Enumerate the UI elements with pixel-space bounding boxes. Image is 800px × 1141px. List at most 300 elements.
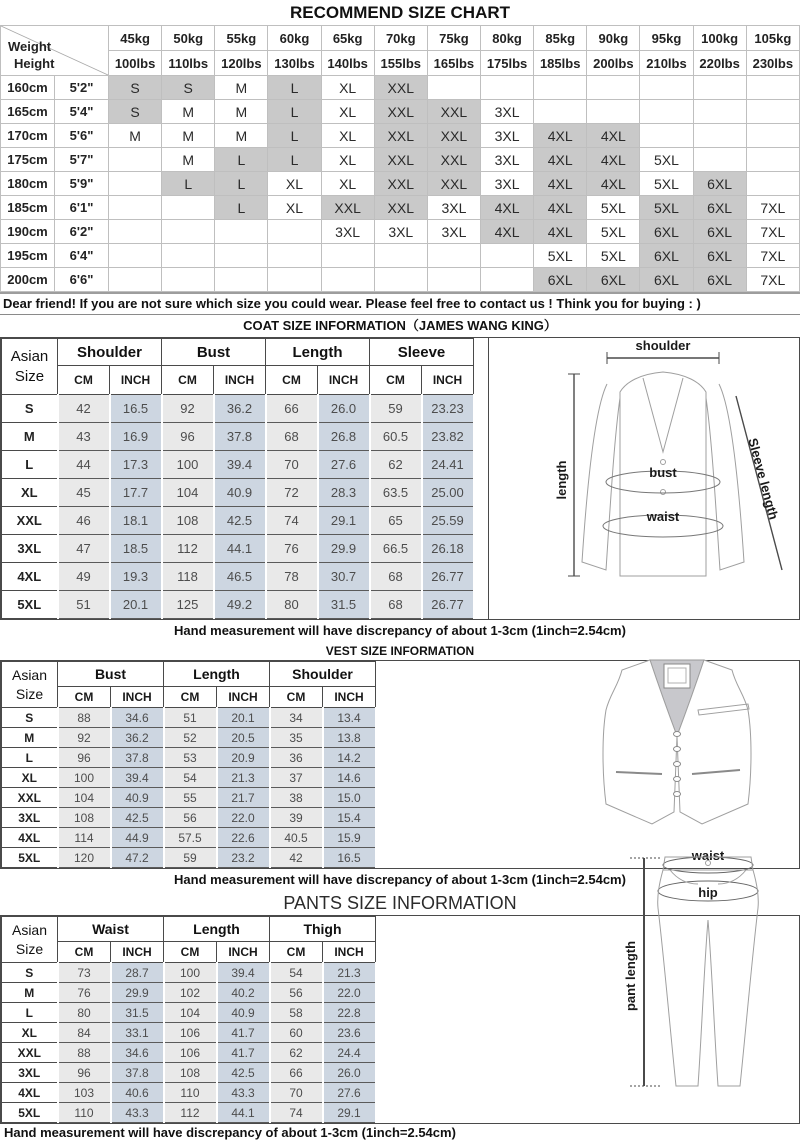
weight-header-cell: 90kg [587,26,640,51]
size-value-cell: XL [321,172,374,196]
coat-inch-value: 24.41 [422,451,474,479]
weight-header-cell: 70kg [374,26,427,51]
weight-header-cell: 105kg [746,26,799,51]
pants-inch-value: 40.6 [111,1083,164,1103]
pants-asian-size-header [2,917,58,963]
lbs-header-cell: 200lbs [587,51,640,76]
coat-cm-value: 51 [58,591,110,619]
vest-inch-value: 15.4 [323,808,376,828]
vest-cm-value: 37 [270,768,323,788]
height-row [1,76,800,100]
vest-cm-value: 53 [164,748,217,768]
size-value-cell [321,244,374,268]
weight-height-corner [1,26,109,76]
pants-inch-value: 31.5 [111,1003,164,1023]
size-value-cell: 3XL [427,220,480,244]
coat-data-row [2,423,474,451]
vest-size-cell: 3XL [2,808,58,828]
asian-size-line1: Asian [11,922,48,939]
jacket-left-sleeve [582,384,620,570]
vest-cm-value: 40.5 [270,828,323,848]
pants-data-row [2,983,376,1003]
coat-data-row [2,563,474,591]
vest-size-cell: XL [2,768,58,788]
coat-unit-header: CM [370,366,422,395]
size-value-cell: 7XL [746,268,799,292]
coat-cm-value: 49 [58,563,110,591]
coat-data-row [2,395,474,423]
lbs-header-cell: 110lbs [162,51,215,76]
size-value-cell: 4XL [587,124,640,148]
height-cm-cell: 170cm [1,124,55,148]
coat-cm-value: 96 [162,423,214,451]
coat-cm-value: 92 [162,395,214,423]
vest-cm-value: 56 [164,808,217,828]
pants-diagram [604,848,796,1093]
coat-inch-value: 23.23 [422,395,474,423]
size-value-cell [746,76,799,100]
size-value-cell [587,100,640,124]
size-value-cell: XL [321,148,374,172]
size-value-cell [746,148,799,172]
pants-inch-value: 23.6 [323,1023,376,1043]
coat-unit-header: CM [162,366,214,395]
vest-diagram [560,650,794,834]
coat-unit-header: INCH [422,366,474,395]
weight-header-cell: 65kg [321,26,374,51]
height-ft-cell: 6'4" [55,244,109,268]
coat-data-row [2,479,474,507]
coat-inch-value: 44.1 [214,535,266,563]
size-value-cell: 7XL [746,244,799,268]
coat-unit-header: CM [58,366,110,395]
coat-cm-value: 63.5 [370,479,422,507]
size-value-cell [746,124,799,148]
pants-cm-value: 104 [164,1003,217,1023]
vest-cm-value: 92 [58,728,111,748]
lbs-header-cell: 120lbs [215,51,268,76]
size-value-cell [215,268,268,292]
pants-cm-value: 76 [58,983,111,1003]
coat-cm-value: 112 [162,535,214,563]
vest-size-table-body [2,662,376,868]
size-value-cell: XL [321,76,374,100]
vest-measure-note: Hand measurement will have discrepancy of about 1-3cm (1inch=2.54cm) [174,872,626,887]
size-value-cell: XXL [374,196,427,220]
vest-cm-value: 120 [58,848,111,868]
coat-inch-value: 17.3 [110,451,162,479]
coat-inch-value: 28.3 [318,479,370,507]
pants-inch-value: 27.6 [323,1083,376,1103]
lbs-header-cell: 175lbs [480,51,533,76]
coat-cm-value: 45 [58,479,110,507]
coat-cm-value: 42 [58,395,110,423]
coat-size-cell: 3XL [2,535,58,563]
vest-inch-value: 14.2 [323,748,376,768]
pants-inch-value: 37.8 [111,1063,164,1083]
size-value-cell [693,76,746,100]
height-ft-cell: 6'2" [55,220,109,244]
size-value-cell [640,124,693,148]
size-value-cell: 3XL [427,196,480,220]
pants-cm-value: 106 [164,1023,217,1043]
coat-size-cell: M [2,423,58,451]
vest-inch-value: 44.9 [111,828,164,848]
coat-inch-value: 29.9 [318,535,370,563]
weight-header-cell: 80kg [480,26,533,51]
coat-group-header: Bust [162,339,266,366]
vest-inch-value: 36.2 [111,728,164,748]
pants-inch-value: 41.7 [217,1043,270,1063]
height-ft-cell: 5'7" [55,148,109,172]
size-value-cell: 6XL [693,268,746,292]
vest-data-row [2,748,376,768]
pants-cm-value: 100 [164,963,217,983]
size-value-cell [215,244,268,268]
pants-size-cell: 4XL [2,1083,58,1103]
pants-cm-value: 70 [270,1083,323,1103]
vest-inch-value: 23.2 [217,848,270,868]
size-value-cell: 4XL [480,220,533,244]
pants-inch-value: 29.9 [111,983,164,1003]
weight-header-cell: 55kg [215,26,268,51]
coat-inch-value: 40.9 [214,479,266,507]
size-value-cell: L [268,100,321,124]
pants-unit-header: INCH [111,942,164,963]
size-value-cell [427,244,480,268]
size-value-cell: L [162,172,215,196]
coat-inch-value: 20.1 [110,591,162,619]
size-value-cell: XL [268,196,321,220]
height-row [1,124,800,148]
coat-size-cell: L [2,451,58,479]
lbs-header-cell: 165lbs [427,51,480,76]
size-value-cell: 7XL [746,196,799,220]
pants-cm-value: 103 [58,1083,111,1103]
coat-cm-value: 60.5 [370,423,422,451]
vest-size-cell: 5XL [2,848,58,868]
size-value-cell: 3XL [480,172,533,196]
height-row [1,268,800,292]
coat-data-row [2,591,474,619]
size-value-cell [321,268,374,292]
coat-cm-value: 43 [58,423,110,451]
coat-inch-value: 39.4 [214,451,266,479]
pants-inch-value: 28.7 [111,963,164,983]
coat-cm-value: 100 [162,451,214,479]
jacket-shoulder-label: shoulder [635,338,691,353]
coat-size-table [1,338,475,619]
vest-size-cell: M [2,728,58,748]
pants-data-row [2,1083,376,1103]
vest-inch-value: 39.4 [111,768,164,788]
pants-size-cell: S [2,963,58,983]
coat-inch-value: 25.00 [422,479,474,507]
vest-size-cell: S [2,708,58,728]
height-row [1,148,800,172]
pants-group-header-row [2,917,376,942]
coat-cm-value: 108 [162,507,214,535]
pants-inch-value: 26.0 [323,1063,376,1083]
pants-inch-value: 29.1 [323,1103,376,1123]
vest-inch-value: 21.3 [217,768,270,788]
coat-cm-value: 47 [58,535,110,563]
coat-group-header: Length [266,339,370,366]
coat-cm-value: 68 [370,563,422,591]
size-value-cell: 4XL [480,196,533,220]
jacket-waist-label: waist [646,509,680,524]
coat-cm-value: 72 [266,479,318,507]
size-value-cell [746,100,799,124]
pants-inch-value: 42.5 [217,1063,270,1083]
coat-cm-value: 78 [266,563,318,591]
size-value-cell [109,172,162,196]
pants-inch-value: 21.3 [323,963,376,983]
coat-cm-value: 59 [370,395,422,423]
pants-inch-value: 43.3 [111,1103,164,1123]
size-value-cell [162,268,215,292]
size-value-cell: 3XL [321,220,374,244]
coat-inch-value: 29.1 [318,507,370,535]
weight-header-cell: 85kg [534,26,587,51]
size-value-cell: XXL [427,148,480,172]
size-value-cell [109,148,162,172]
vest-size-table [1,661,377,868]
coat-data-row [2,535,474,563]
coat-cm-value: 68 [266,423,318,451]
size-value-cell [162,196,215,220]
pants-unit-header: CM [58,942,111,963]
size-value-cell: XXL [427,100,480,124]
coat-cm-value: 104 [162,479,214,507]
pant-length-label: pant length [623,940,638,1012]
vest-inch-value: 15.0 [323,788,376,808]
recommend-size-table-body [1,26,800,292]
coat-inch-value: 36.2 [214,395,266,423]
coat-size-cell: 5XL [2,591,58,619]
size-value-cell: 3XL [480,100,533,124]
coat-unit-header: INCH [318,366,370,395]
coat-cm-value: 44 [58,451,110,479]
coat-size-table-body [2,339,474,619]
coat-inch-value: 23.82 [422,423,474,451]
vest-unit-header: INCH [217,687,270,708]
height-ft-cell: 6'6" [55,268,109,292]
asian-size-line1: Asian [10,348,49,365]
jacket-diagram [530,330,796,596]
pants-inch-value: 44.1 [217,1103,270,1123]
height-row [1,172,800,196]
size-value-cell: XXL [374,100,427,124]
size-value-cell: 6XL [587,268,640,292]
pants-unit-header: CM [164,942,217,963]
vest-inch-value: 20.1 [217,708,270,728]
size-value-cell: 5XL [640,148,693,172]
size-value-cell: M [162,148,215,172]
pants-cm-value: 96 [58,1063,111,1083]
lbs-header-cell: 155lbs [374,51,427,76]
pants-inch-value: 43.3 [217,1083,270,1103]
coat-group-header: Sleeve [370,339,474,366]
pants-outline [658,870,759,1086]
pants-inch-value: 33.1 [111,1023,164,1043]
coat-unit-header: INCH [214,366,266,395]
pants-cm-value: 112 [164,1103,217,1123]
vest-inch-value: 16.5 [323,848,376,868]
coat-data-row [2,451,474,479]
vest-asian-size-header [2,662,58,708]
pants-data-row [2,1063,376,1083]
vest-inch-value: 15.9 [323,828,376,848]
asian-size-line2: Size [15,940,44,957]
pants-size-cell: 3XL [2,1063,58,1083]
vest-inch-value: 40.9 [111,788,164,808]
vest-group-header: Bust [58,662,164,687]
vest-group-header-row [2,662,376,687]
size-value-cell: 6XL [693,196,746,220]
size-value-cell: XXL [427,124,480,148]
coat-cm-value: 76 [266,535,318,563]
vest-inch-value: 22.0 [217,808,270,828]
vest-cm-value: 104 [58,788,111,808]
lbs-header-cell: 230lbs [746,51,799,76]
vest-cm-value: 59 [164,848,217,868]
size-value-cell [374,268,427,292]
height-cm-cell: 180cm [1,172,55,196]
coat-inch-value: 18.5 [110,535,162,563]
weight-header-cell: 95kg [640,26,693,51]
coat-cm-value: 65 [370,507,422,535]
size-value-cell: 4XL [534,196,587,220]
coat-inch-value: 26.0 [318,395,370,423]
vest-inch-value: 13.4 [323,708,376,728]
pants-cm-value: 80 [58,1003,111,1023]
vest-unit-header: CM [58,687,111,708]
lbs-header-cell: 100lbs [109,51,162,76]
pants-data-row [2,1043,376,1063]
size-value-cell: 5XL [587,196,640,220]
pants-inch-value: 40.2 [217,983,270,1003]
size-value-cell: M [215,76,268,100]
coat-measure-note: Hand measurement will have discrepancy of about 1-3cm (1inch=2.54cm) [174,623,626,638]
page-title: RECOMMEND SIZE CHART [289,3,511,22]
size-value-cell [109,196,162,220]
size-value-cell: XL [321,100,374,124]
pants-inch-value: 41.7 [217,1023,270,1043]
size-value-cell: 6XL [640,244,693,268]
coat-cm-value: 70 [266,451,318,479]
size-value-cell [587,76,640,100]
coat-size-cell: XXL [2,507,58,535]
vest-group-header: Length [164,662,270,687]
coat-group-header-row [2,339,474,366]
vest-inch-value: 34.6 [111,708,164,728]
vest-data-row [2,848,376,868]
height-cm-cell: 160cm [1,76,55,100]
coat-inch-value: 18.1 [110,507,162,535]
pants-cm-value: 74 [270,1103,323,1123]
size-value-cell: 7XL [746,220,799,244]
size-value-cell: XXL [374,76,427,100]
pants-cm-value: 108 [164,1063,217,1083]
pants-size-table-body [2,917,376,1123]
pants-cm-value: 102 [164,983,217,1003]
height-cm-cell: 200cm [1,268,55,292]
height-ft-cell: 5'9" [55,172,109,196]
asian-size-line2: Size [15,685,44,702]
size-value-cell: 3XL [480,124,533,148]
weight-header-cell: 75kg [427,26,480,51]
coat-cm-value: 68 [370,591,422,619]
lbs-header-cell: 140lbs [321,51,374,76]
height-cm-cell: 175cm [1,148,55,172]
corner-weight-label: Weight [8,39,52,54]
coat-inch-value: 31.5 [318,591,370,619]
pants-section-title: PANTS SIZE INFORMATION [283,893,517,913]
vest-inch-value: 42.5 [111,808,164,828]
pants-data-row [2,963,376,983]
vest-cm-value: 88 [58,708,111,728]
pants-hip-label: hip [698,885,718,900]
size-value-cell: XXL [374,124,427,148]
pants-data-row [2,1003,376,1023]
size-value-cell: 6XL [640,268,693,292]
pants-unit-header-row [2,942,376,963]
size-value-cell: 4XL [534,148,587,172]
size-value-cell: XL [268,172,321,196]
pants-size-cell: M [2,983,58,1003]
vest-cm-value: 108 [58,808,111,828]
pants-data-row [2,1103,376,1123]
coat-cm-value: 74 [266,507,318,535]
coat-unit-header: CM [266,366,318,395]
weight-header-row [1,26,800,51]
recommend-size-table [0,25,800,292]
vest-unit-header: INCH [111,687,164,708]
size-value-cell [109,268,162,292]
size-value-cell: M [162,100,215,124]
size-value-cell [534,76,587,100]
pants-cm-value: 88 [58,1043,111,1063]
pants-inch-value: 39.4 [217,963,270,983]
weight-header-cell: 60kg [268,26,321,51]
vest-data-row [2,808,376,828]
size-value-cell: M [162,124,215,148]
coat-inch-value: 16.5 [110,395,162,423]
pants-inch-value: 22.8 [323,1003,376,1023]
vest-cm-value: 42 [270,848,323,868]
height-ft-cell: 5'6" [55,124,109,148]
size-value-cell: 4XL [534,172,587,196]
vest-cm-value: 35 [270,728,323,748]
coat-inch-value: 42.5 [214,507,266,535]
size-value-cell [693,148,746,172]
coat-cm-value: 66 [266,395,318,423]
vest-inch-value: 21.7 [217,788,270,808]
pants-cm-value: 58 [270,1003,323,1023]
height-ft-cell: 5'2" [55,76,109,100]
pants-group-header: Waist [58,917,164,942]
coat-unit-header-row [2,366,474,395]
coat-inch-value: 17.7 [110,479,162,507]
size-value-cell [109,244,162,268]
size-value-cell [480,76,533,100]
pants-cm-value: 60 [270,1023,323,1043]
size-value-cell: 3XL [374,220,427,244]
jacket-length-label: length [554,460,569,500]
height-ft-cell: 6'1" [55,196,109,220]
size-value-cell: 5XL [587,220,640,244]
